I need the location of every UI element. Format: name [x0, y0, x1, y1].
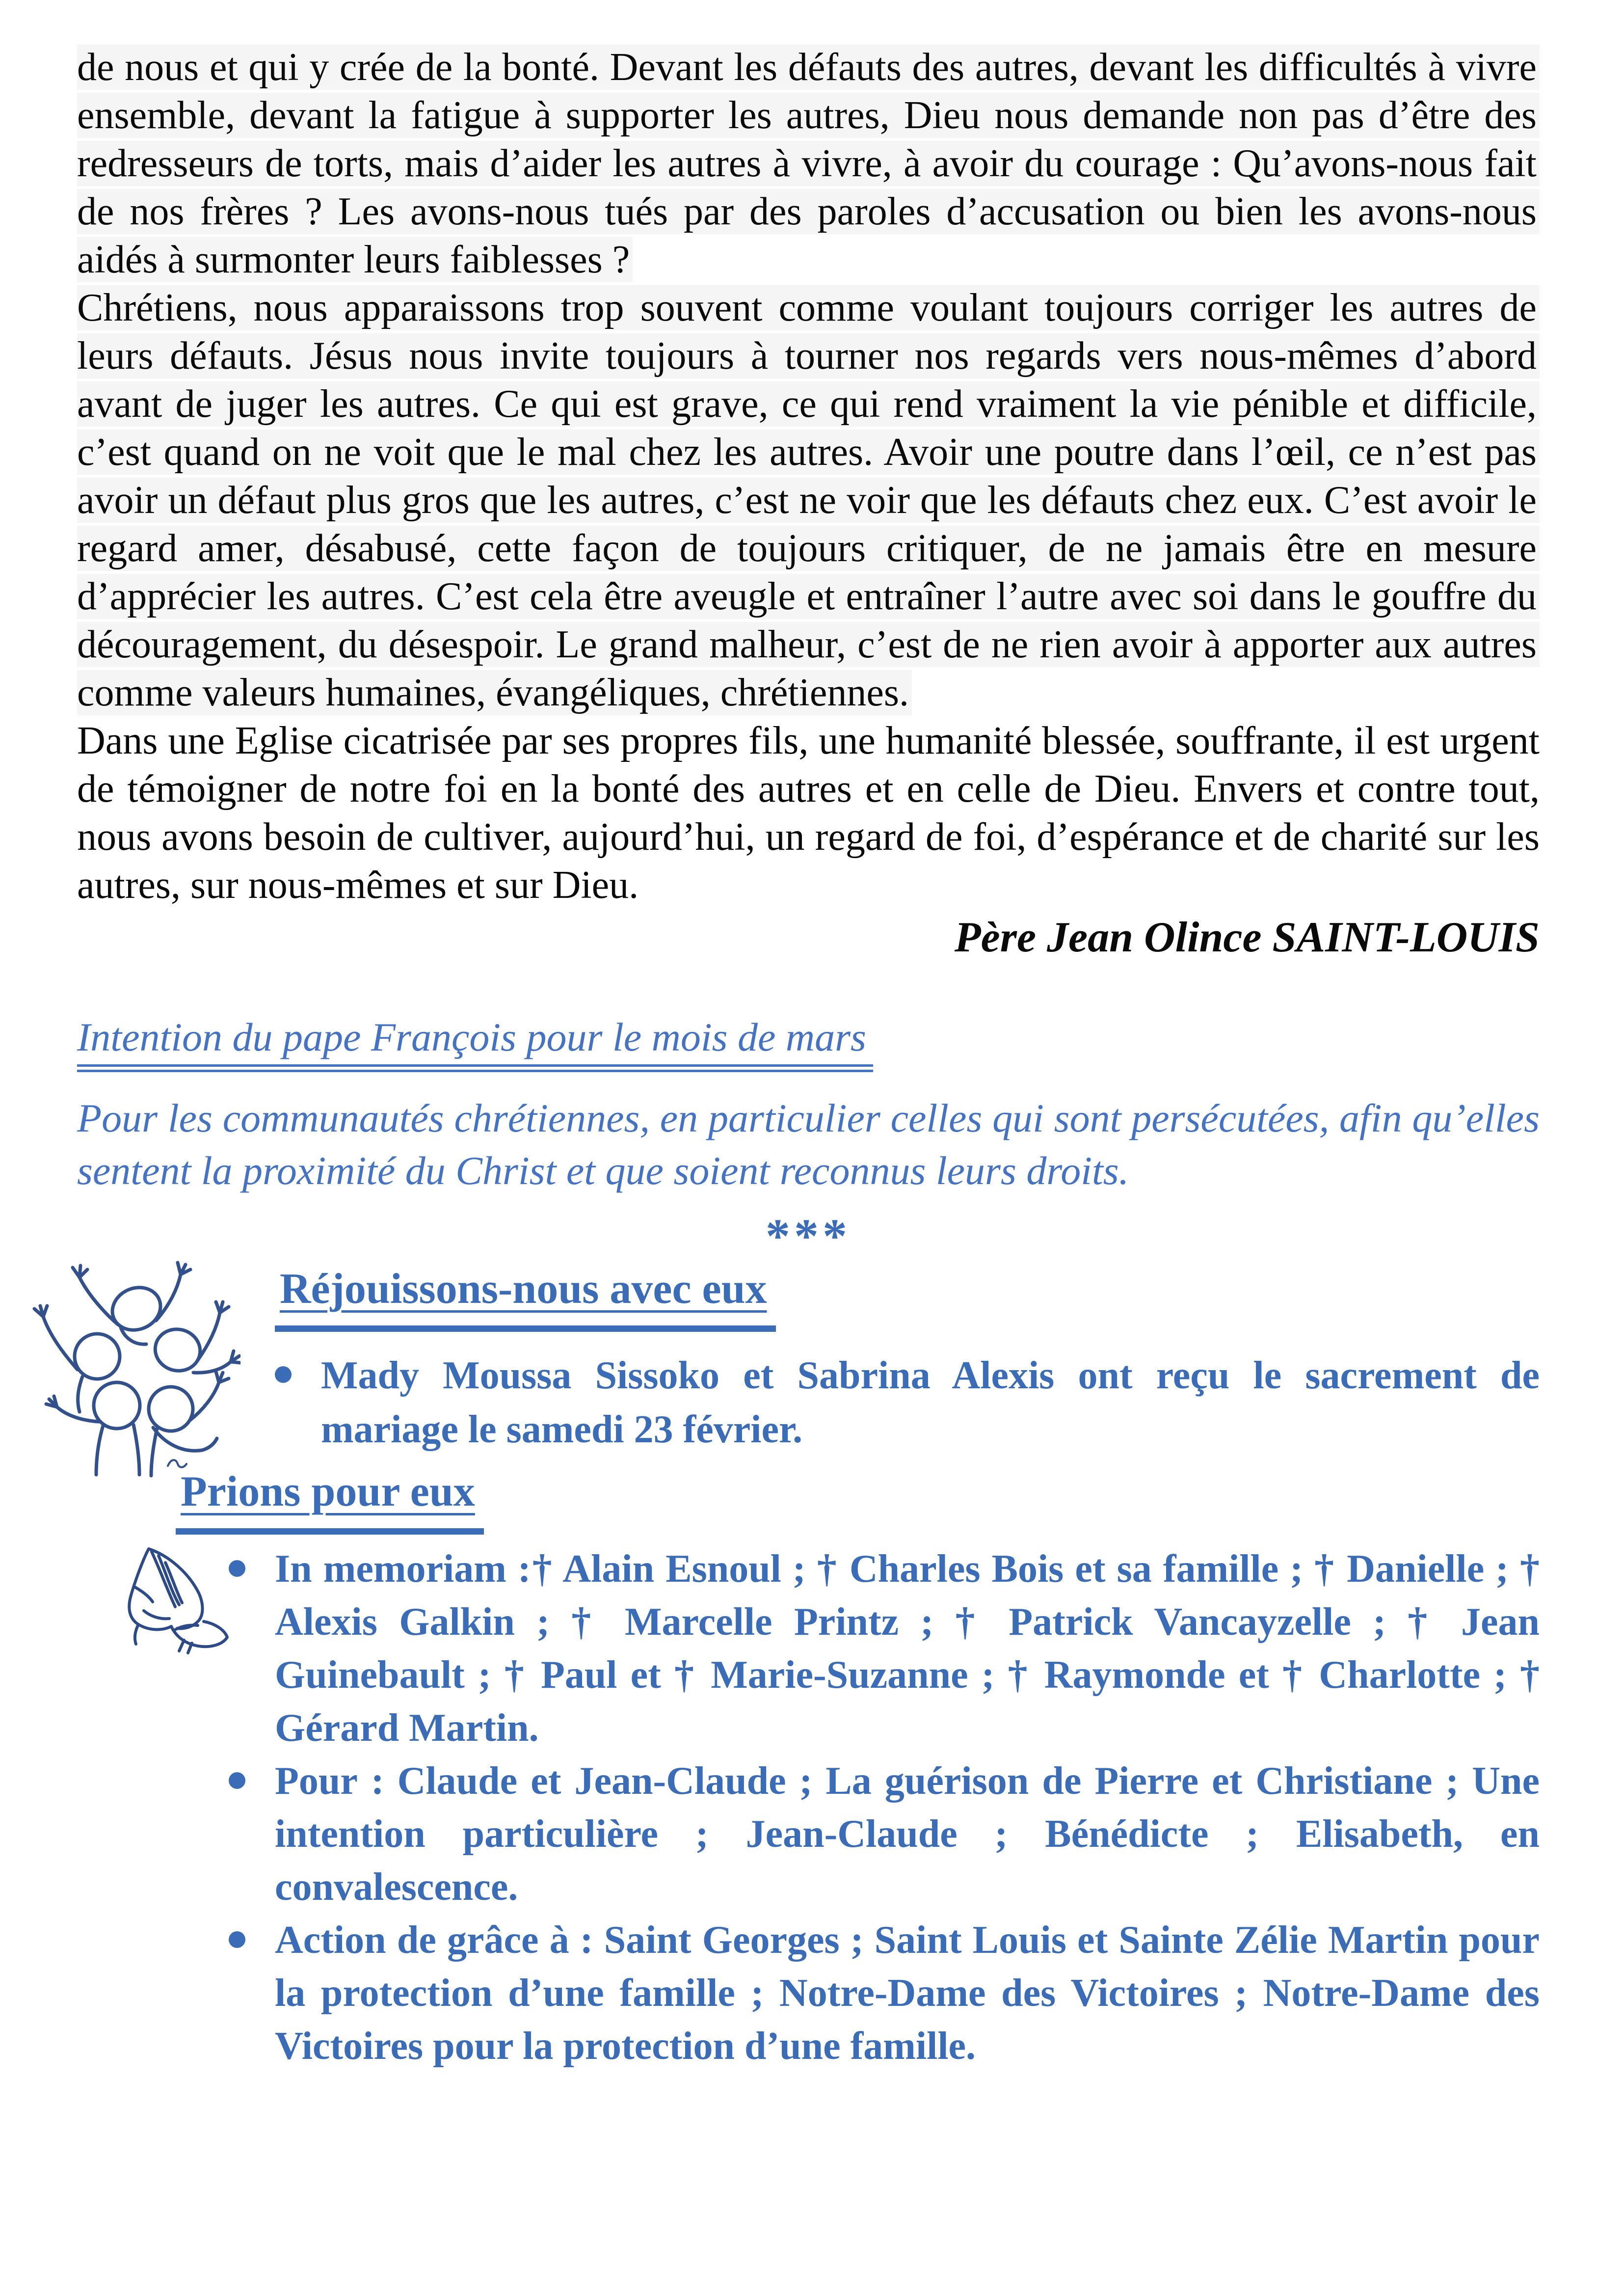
- intention-heading-text: Intention du pape François pour le mois de mars: [77, 1013, 873, 1072]
- homily-paragraph: [77, 43, 1540, 284]
- list-item-in-memoriam: In memoriam :† Alain Esnoul ; † Charles Bois et sa famille ; † Danielle ; † Alexis Galkin ; † Marcelle Printz ; † Patrick Vancayzelle ; † Jean Guinebault ; † Paul et † Marie-Suzanne ; † Raymonde et † Charlotte ; † Gérard Martin.: [275, 1542, 1540, 1755]
- rejoice-heading: [275, 1262, 1540, 1332]
- highlighted-text: Chrétiens, nous apparaissons trop souvent comme voulant toujours corriger les autres de leurs défauts. Jésus nous invite toujours à tourner nos regards vers nous-mêmes d’abord avant de juger les autres. Ce qui est grave, ce qui rend vraiment la vie pénible et difficile, c’est quand on ne voit que le mal chez les autres. Avoir une poutre dans l’œil, ce n’est pas avoir un défaut plus gros que les autres, c’est ne voir que les défauts chez eux. C’est avoir le regard amer, désabusé, cette façon de toujours critiquer, de ne jamais être en mesure d’apprécier les autres. C’est cela être aveugle et entraîner l’autre avec soi dans le gouffre du découragement, du désespoir. Le grand malheur, c’est de ne rien avoir à apporter aux autres comme valeurs humaines, évangéliques, chrétiennes.: [77, 285, 1540, 715]
- intention-heading: [77, 1013, 1540, 1072]
- rejoice-list: [321, 1349, 1540, 1457]
- author-signature: Père Jean Olince SAINT-LOUIS: [954, 914, 1540, 961]
- homily-paragraph: [77, 284, 1540, 717]
- pope-intention-section: [77, 1013, 1540, 1197]
- section-separator: ***: [766, 1209, 851, 1263]
- pray-section: [77, 1464, 1540, 2073]
- homily-paragraph: [77, 717, 1540, 909]
- list-item-pour: Pour : Claude et Jean-Claude ; La guérison de Pierre et Christiane ; Une intention particulière ; Jean-Claude ; Bénédicte ; Elisabeth, en convalescence.: [275, 1755, 1540, 1914]
- list-item-action-de-grace: Action de grâce à : Saint Georges ; Saint Louis et Sainte Zélie Martin pour la protection d’une famille ; Notre-Dame des Victoires ; Notre-Dame des Victoires pour la protection d’une famille.: [275, 1914, 1540, 2073]
- paragraph-text: Dans une Eglise cicatrisée par ses propres fils, une humanité blessée, souffrante, il est urgent de témoigner de notre foi en la bonté des autres et en celle de Dieu. Envers et contre tout, nous avons besoin de cultiver, aujourd’hui, un regard de foi, d’espérance et de charité sur les autres, sur nous-mêmes et sur Dieu.: [77, 719, 1540, 907]
- list-item: Mady Moussa Sissoko et Sabrina Alexis ont reçu le sacrement de mariage le samedi 23 février.: [321, 1349, 1540, 1457]
- rejoicing-people-icon: [25, 1256, 240, 1481]
- highlighted-text: de nous et qui y crée de la bonté. Devant les défauts des autres, devant les difficultés à vivre ensemble, devant la fatigue à supporter les autres, Dieu nous demande non pas d’être des redresseurs de torts, mais d’aider les autres à vivre, à avoir du courage : Qu’avons-nous fait de nos frères ? Les avons-nous tués par des paroles d’accusation ou bien les avons-nous aidés à surmonter leurs faiblesses ?: [77, 45, 1540, 282]
- praying-hands-icon: [101, 1542, 236, 1667]
- rejoice-heading-text: Réjouissons-nous avec eux: [275, 1262, 776, 1332]
- intention-body: Pour les communautés chrétiennes, en particulier celles qui sont persécutées, afin qu’elles sentent la proximité du Christ et que soient reconnus leurs droits.: [77, 1096, 1540, 1193]
- pray-heading-text: Prions pour eux: [176, 1464, 484, 1535]
- pray-heading: [176, 1464, 1540, 1535]
- rejoice-section: [77, 1262, 1540, 1457]
- homily-section: [77, 43, 1540, 966]
- pray-list: [275, 1542, 1540, 2073]
